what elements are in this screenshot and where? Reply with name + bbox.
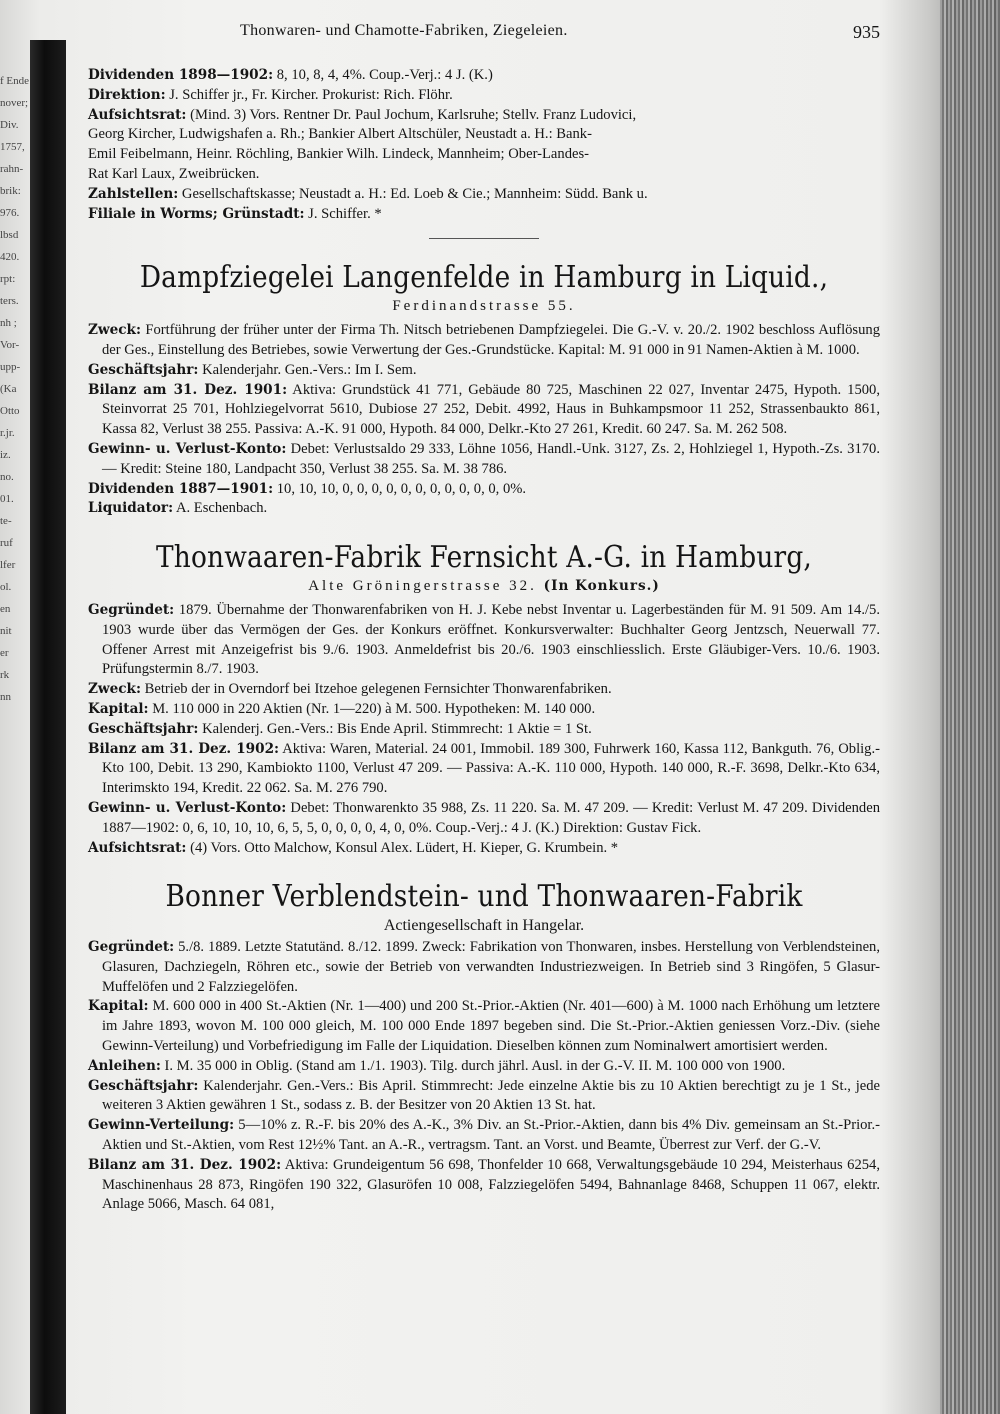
margin-fragment: Vor- <box>0 339 20 351</box>
margin-fragment: upp- <box>0 361 21 373</box>
margin-fragment: no. <box>0 471 14 483</box>
entry-line: Georg Kircher, Ludwigshafen a. Rh.; Bankier Albert Altschüler, Neustadt a. H.: Bank- <box>88 126 592 143</box>
margin-fragment: lfer <box>0 559 16 571</box>
entry-title: Dampfziegelei Langenfelde in Hamburg in Liquid., <box>139 260 829 296</box>
entry-divider <box>429 238 539 239</box>
page-number: 935 <box>853 22 880 42</box>
entry-title: Bonner Verblendstein- und Thonwaaren-Fabrik <box>165 879 803 915</box>
entry-body <box>88 938 880 1215</box>
margin-fragment: (Ka <box>0 383 17 395</box>
entry-paragraph: Anleihen: I. M. 35 000 in Oblig. (Stand am 1./1. 1903). Tilg. durch jährl. Ausl. in der G.-V. II. M. 100 000 von 1900. <box>88 1057 786 1074</box>
margin-fragment: r.jr. <box>0 427 15 439</box>
margin-fragment: en <box>0 603 11 615</box>
margin-fragment: Otto <box>0 405 20 417</box>
entry-paragraph: Gewinn- u. Verlust-Konto: Debet: Verlustsaldo 29 333, Löhne 1056, Handl.-Unk. 3127, Zs. 2, Hohlziegel 1, Hypoth.-Zs. 3170. — Kredit: Steine 180, Landpacht 350, Verlust 38 255. Sa. M. 38 786. <box>88 440 880 477</box>
entry-prev-continuation <box>88 66 880 224</box>
margin-fragment: Div. <box>0 119 19 131</box>
margin-fragment: er <box>0 647 9 659</box>
entry-paragraph: Gegründet: 1879. Übernahme der Thonwarenfabriken von H. J. Kebe nebst Inventar u. Lagerbeständen für M. 91 509. Am 14./5. 1903 wurde über das Vermögen der Ges. der Konkurs eröffnet. Konkursverwalter: Buchhalter Georg Jentzsch, Neuerwall 77. Offener Arrest mit Anzeigefrist bis 9./6. 1903. Anmeldefrist bis 20./6. 1903 einschliesslich. Erste Gläubiger-Vers. 10./6. 1903. Prüfungstermin 8./7. 1903. <box>88 601 880 678</box>
entry-paragraph: Liquidator: A. Eschenbach. <box>88 500 268 517</box>
entry-paragraph: Zweck: Fortführung der früher unter der Firma Th. Nitsch betriebenen Dampfziegelei. Die G.-V. v. 20./2. 1902 beschloss Auflösung der Ges., Einstellung des Betriebes, sowie Verwertung der Ges.-Grundstücke. Kapital: M. 91 000 in 91 Namen-Aktien à M. 1000. <box>88 322 880 358</box>
entry-paragraph: Geschäftsjahr: Kalenderj. Gen.-Vers.: Bis Ende April. Stimmrecht: 1 Aktie = 1 St. <box>88 720 592 737</box>
entry-status: (In Konkurs.) <box>543 578 660 595</box>
entry-paragraph: Geschäftsjahr: Kalenderjahr. Gen.-Vers.: Bis April. Stimmrecht: Jede einzelne Aktie bis zu 10 Aktien berechtigt zu je 1 St., jede weiteren 3 Aktien gewähren 1 St., sodass z. B. der Besitzer von 20 Aktien 13 St. hat. <box>88 1077 880 1114</box>
margin-fragment: ol. <box>0 581 12 593</box>
entry-paragraph: Zweck: Betrieb der in Overndorf bei Itzehoe gelegenen Fernsichter Thonwarenfabriken. <box>88 681 612 698</box>
margin-fragment: ruf <box>0 537 13 549</box>
page-edge-stack <box>940 0 1000 1414</box>
entry-bonner-verblendstein <box>88 880 880 1215</box>
entry-body <box>88 321 880 519</box>
margin-fragment: nit <box>0 625 12 637</box>
margin-fragment: 01. <box>0 493 14 505</box>
entry-line: Filiale in Worms; Grünstadt: J. Schiffer. * <box>88 205 382 222</box>
margin-fragment: ters. <box>0 295 19 307</box>
entry-line: Direktion: J. Schiffer jr., Fr. Kircher. Prokurist: Rich. Flöhr. <box>88 86 453 103</box>
entry-paragraph: Gewinn- u. Verlust-Konto: Debet: Thonwarenkto 35 988, Zs. 11 220. Sa. M. 47 209. — Kredit: Verlust M. 47 209. Dividenden 1887—1902: 0, 6, 10, 10, 10, 6, 5, 5, 0, 0, 0, 0, 4, 0, 0%. Coup.-Verj.: 4 J. (K.) Direktion: Gustav Fick. <box>88 799 880 836</box>
page-content <box>88 66 880 1215</box>
margin-fragment: rk <box>0 669 10 681</box>
margin-fragment: rahn- <box>0 163 24 175</box>
entry-paragraph: Gewinn-Verteilung: 5—10% z. R.-F. bis 20% des A.-K., 3% Div. an St.-Prior.-Aktien, dann bis 4% Div. gemeinsam an St.-Prior.-Aktien und St.-Aktien, vom Rest 12½% Tant. an A.-R., vertragsm. Tant. an Vorst. und Beamte, Überrest zur Verf. der G.-V. <box>88 1117 880 1154</box>
entry-paragraph: Geschäftsjahr: Kalenderjahr. Gen.-Vers.: Im I. Sem. <box>88 361 417 378</box>
adjacent-page-margin <box>0 70 30 950</box>
entry-line: Aufsichtsrat: (Mind. 3) Vors. Rentner Dr. Paul Jochum, Karlsruhe; Stellv. Franz Ludovici, <box>88 106 637 123</box>
margin-fragment: 976. <box>0 207 20 219</box>
entry-dampfziegelei-langenfelde <box>88 261 880 519</box>
entry-body <box>88 601 880 858</box>
margin-fragment: nn <box>0 691 11 703</box>
running-head <box>90 22 880 46</box>
entry-line: Dividenden 1898—1902: 8, 10, 8, 4, 4%. Coup.-Verj.: 4 J. (K.) <box>88 67 493 83</box>
entry-paragraph: Dividenden 1887—1901: 10, 10, 10, 0, 0, 0, 0, 0, 0, 0, 0, 0, 0, 0, 0%. <box>88 480 527 497</box>
entry-title: Thonwaaren-Fabrik Fernsicht A.-G. in Hamburg, <box>156 540 812 576</box>
entry-line: Zahlstellen: Gesellschaftskasse; Neustadt a. H.: Ed. Loeb & Cie.; Mannheim: Südd. Bank u. <box>88 185 648 202</box>
margin-fragment: 1757, <box>0 141 25 153</box>
entry-paragraph: Kapital: M. 600 000 in 400 St.-Aktien (Nr. 1—400) und 200 St.-Prior.-Aktien (Nr. 401—600) à M. 1000 nach Erhöhung um letztere im Jahre 1893, wovon M. 100 000 gleich, M. 100 000 Ende 1897 begeben sind. Die St.-Prior.-Aktien geniessen Vorz.-Div. (siehe Gewinn-Verteilung) und Vorbefriedigung im Falle der Liquidation. Dieselben können zum Nominalwert amortisiert werden. <box>88 998 880 1055</box>
entry-address: Ferdinandstrasse 55. <box>392 298 576 315</box>
margin-fragment: rpt: <box>0 273 16 285</box>
entry-address: Alte Gröningerstrasse 32. <box>308 578 537 595</box>
entry-paragraph: Gegründet: 5./8. 1889. Letzte Statutänd. 8./12. 1899. Zweck: Fabrikation von Thonwaren, insbes. Herstellung von Verblendsteinen, Glasuren, Dachziegeln, Röhren etc., sowie der Betrieb von verwandten Industriezweigen. In Betrieb sind 3 Ringöfen, 5 Glasur-Muffelöfen und 2 Falzziegelöfen. <box>88 939 880 995</box>
margin-fragment: 420. <box>0 251 20 263</box>
margin-fragment: nh ; <box>0 317 17 329</box>
margin-fragment: te- <box>0 515 12 527</box>
running-title: Thonwaren- und Chamotte-Fabriken, Ziegeleien. <box>240 22 568 39</box>
entry-paragraph: Kapital: M. 110 000 in 220 Aktien (Nr. 1—220) à M. 500. Hypotheken: M. 140 000. <box>88 700 596 717</box>
margin-fragment: iz. <box>0 449 11 461</box>
book-binding-shadow <box>30 40 66 1414</box>
entry-paragraph: Bilanz am 31. Dez. 1901: Aktiva: Grundstück 41 771, Gebäude 80 725, Maschinen 22 027, Inventar 2475, Hypoth. 1500, Steinvorrat 25 701, Hohlziegelvorrat 5610, Dubiose 27 252, Debit. 4992, Haus in Buhkampsmoor 11 252, Strassenbaukto 861, Kassa 82, Verlust 38 255. Passiva: A.-K. 91 000, Hypoth. 84 000, Delkr.-Kto 27 261, Kredit. 60 247. Sa. M. 262 508. <box>88 381 881 438</box>
entry-thonwaaren-fernsicht <box>88 541 880 858</box>
margin-fragment: lbsd <box>0 229 19 241</box>
entry-line: Rat Karl Laux, Zweibrücken. <box>88 165 260 182</box>
entry-paragraph: Bilanz am 31. Dez. 1902: Aktiva: Waren, Material. 24 001, Immobil. 189 300, Fuhrwerk 160, Kassa 112, Bankguth. 76, Oblig.-Kto 100, Debit. 13 290, Kambiokto 1100, Verlust 47 209. — Passiva: A.-K. 110 000, Hypoth. 140 000, R.-F. 3698, Delkr.-Kto 634, Interimskto 194, Kredit. 22 062. Sa. M. 276 790. <box>88 740 880 797</box>
margin-fragment: brik: <box>0 185 21 197</box>
entry-paragraph: Bilanz am 31. Dez. 1902: Aktiva: Grundeigentum 56 698, Thonfelder 10 668, Verwaltungsgebäude 10 294, Meisterhaus 6254, Maschinenhaus 28 873, Ringöfen 190 322, Glasuröfen 10 008, Falzziegelöfen 5494, Bahnanlage 8468, Schuppen 11 067, elektr. Anlage 5066, Masch. 64 081, <box>88 1156 880 1213</box>
margin-fragment: nover; <box>0 97 29 109</box>
entry-line: Emil Feibelmann, Heinr. Röchling, Bankier Wilh. Lindeck, Mannheim; Ober-Landes- <box>88 146 590 163</box>
entry-address-line <box>88 577 880 597</box>
entry-subtitle: Actiengesellschaft in Hangelar. <box>383 917 585 935</box>
entry-paragraph: Aufsichtsrat: (4) Vors. Otto Malchow, Konsul Alex. Lüdert, H. Kieper, G. Krumbein. * <box>88 839 619 856</box>
margin-fragment: f Ende <box>0 75 30 87</box>
